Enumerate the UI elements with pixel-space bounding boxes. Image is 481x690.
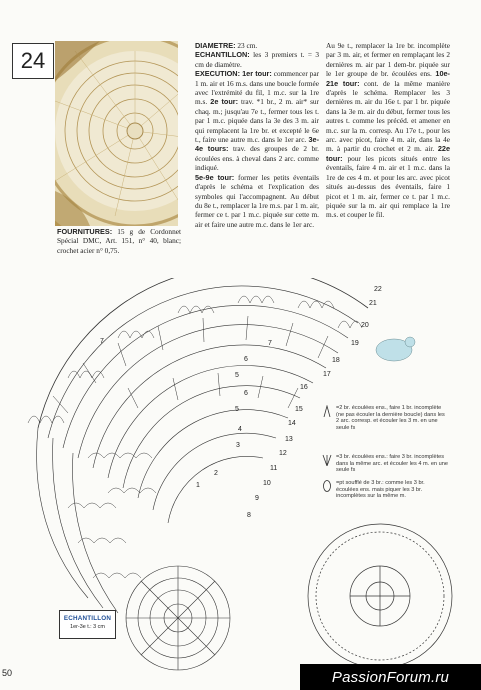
materials-label: FOURNITURES:	[57, 227, 113, 236]
round-3-4-text: trav. des groupes de 2 br. écoulées ens. à cheval dans 2 arc. comme indiqué.	[195, 144, 319, 173]
round-5-9-label: 5e-9e tour:	[195, 172, 235, 182]
round-label-8: 8	[247, 512, 251, 519]
sample-box-subtitle: 1er-3e t.: 3 cm	[70, 624, 105, 630]
round-10-21-label: 10e-21e tour:	[326, 69, 450, 88]
materials-text: 15 g de Cordonnet Spécial DMC, Art. 151, n° 40, blanc; crochet acier n° 0,75.	[57, 227, 181, 255]
sample-box-title: ECHANTILLON	[63, 615, 112, 622]
gauge-label: ECHANTILLON:	[195, 50, 250, 60]
round-label-9: 9	[255, 495, 259, 502]
round-1-label: 1er tour:	[240, 69, 272, 79]
round-label-17: 17	[323, 371, 331, 378]
execution-label: EXECUTION:	[195, 69, 240, 79]
round-22-text: pour les picots situés entre les éventails, faire 4 m. air et 1 m.c. dans la 1re de ces 4 m. et pour les arc. avec picot situés au-dessus des éventails, faire 1 picot et 1 m. air, fermer ce t. par 1 m.c. piquée sur la m. air qui remplace la 1re m.s. et couper le fil.	[326, 153, 450, 220]
legend-item-puff-stitch	[336, 480, 448, 500]
round-label-7-right: 7	[268, 340, 272, 347]
round-label-2: 2	[214, 470, 218, 477]
round-label-5-top: 5	[235, 372, 239, 379]
round-label-12: 12	[279, 450, 287, 457]
round-label-19: 19	[351, 340, 359, 347]
round-label-11: 11	[270, 465, 278, 472]
round-2-text: trav. *1 br., 2 m. air* sur chaq. m.; jusqu'au 7e t., fermer tous les t. par 1 m.c. piquée dans la 3e des 3 m. air qui remplacent la 1re br. et excepté le 6e t., faire une autre m.c. dans le 1er arc.	[195, 97, 319, 145]
round-3-4-label: 3e-4e tours:	[195, 135, 319, 154]
round-10-21-text: cont. de la même manière d'après le schéma. Remplacer les 3 dernières m. air du 16e t. par 1 br. piquée dans la 3e m. air du début, fermer tous les autres t. comme les précéd. et amener en m.c. sur la m. corresp. Au 17e t., pour les arc. avec picot, faire 4 m. air, dans la 4e m. à partir du crochet et 2 m. air.	[326, 78, 450, 154]
round-1-text: commencer par 1 m. air et 16 m.s. dans une boucle formée avec l'extrémité du fil, 1 m.c. sur la 1re m.s.	[195, 69, 320, 107]
round-label-6-bottom: 6	[244, 390, 248, 397]
sample-box	[59, 610, 116, 639]
round-22-label: 22e tour:	[326, 144, 451, 163]
round-label-7-left: 7	[100, 338, 104, 345]
legend-text-1: =2 br. écoulées ens., faire 1 br. incomplète (ne pas écouler la dernière boucle) dans les 2 arc. corresp. et écouler les 3 m. en une seule fs	[336, 405, 445, 431]
instructions-column-1	[195, 41, 319, 229]
three-tr-cluster-icon	[322, 454, 332, 466]
round-label-10: 10	[263, 480, 271, 487]
round-9-text: Au 9e t., remplacer la 1re br. incomplète par 3 m. air, et fermer en remplaçant les 2 dernières m. air par 1 dem-br. piquée sur le 1er groupe de br. écoulées ens.	[326, 41, 450, 79]
round-label-14: 14	[288, 420, 296, 427]
round-label-1: 1	[196, 482, 200, 489]
legend-text-2: =3 br. écoulées ens.: faire 3 br. incomplètes dans la même arc. et écouler les 4 m. en une seule fs	[336, 454, 448, 474]
doily-photo	[55, 41, 178, 226]
round-label-5-bottom: 5	[235, 406, 239, 413]
legend-item-2-tr-decrease	[336, 405, 448, 431]
round-label-6-top: 6	[244, 356, 248, 363]
round-label-4: 4	[238, 426, 242, 433]
round-label-21: 21	[369, 300, 377, 307]
round-label-13: 13	[285, 436, 293, 443]
round-label-16: 16	[300, 384, 308, 391]
round-label-18: 18	[332, 357, 340, 364]
site-watermark: PassionForum.ru	[300, 664, 481, 690]
materials-paragraph	[57, 227, 181, 255]
gauge-text: les 3 premiers t. = 3 cm de diamètre.	[195, 50, 319, 69]
legend-text-3: =pt soufflé de 3 br.: comme les 3 br. écoulées ens. mais piquer les 3 br. incomplètes sur la même m.	[336, 480, 425, 500]
diameter-label: DIAMETRE:	[195, 41, 236, 50]
legend-item-3-tr-cluster	[336, 454, 448, 474]
puff-stitch-icon	[322, 480, 332, 492]
round-label-20: 20	[361, 322, 369, 329]
diameter-text: 23 cm.	[235, 41, 258, 50]
round-label-3: 3	[236, 442, 240, 449]
two-tr-cluster-icon	[322, 405, 332, 417]
round-2-label: 2e tour:	[207, 97, 239, 107]
round-label-22: 22	[374, 286, 382, 293]
round-label-15: 15	[295, 406, 303, 413]
instructions-column-2	[326, 41, 450, 220]
page-number: 50	[2, 668, 13, 678]
round-5-9-text: former les petits éventails d'après le schéma et l'explication des symboles qui l'accompagnent. Au début du 8e t., remplacer la 1re m.s. par 1 m. air, fermer ce t. par 1 m.c. piquée sur cette m. air et faire une autre m.c. dans le 1er arc.	[195, 172, 319, 229]
pattern-number: 24	[12, 43, 54, 79]
doily-photo-art	[55, 41, 178, 226]
